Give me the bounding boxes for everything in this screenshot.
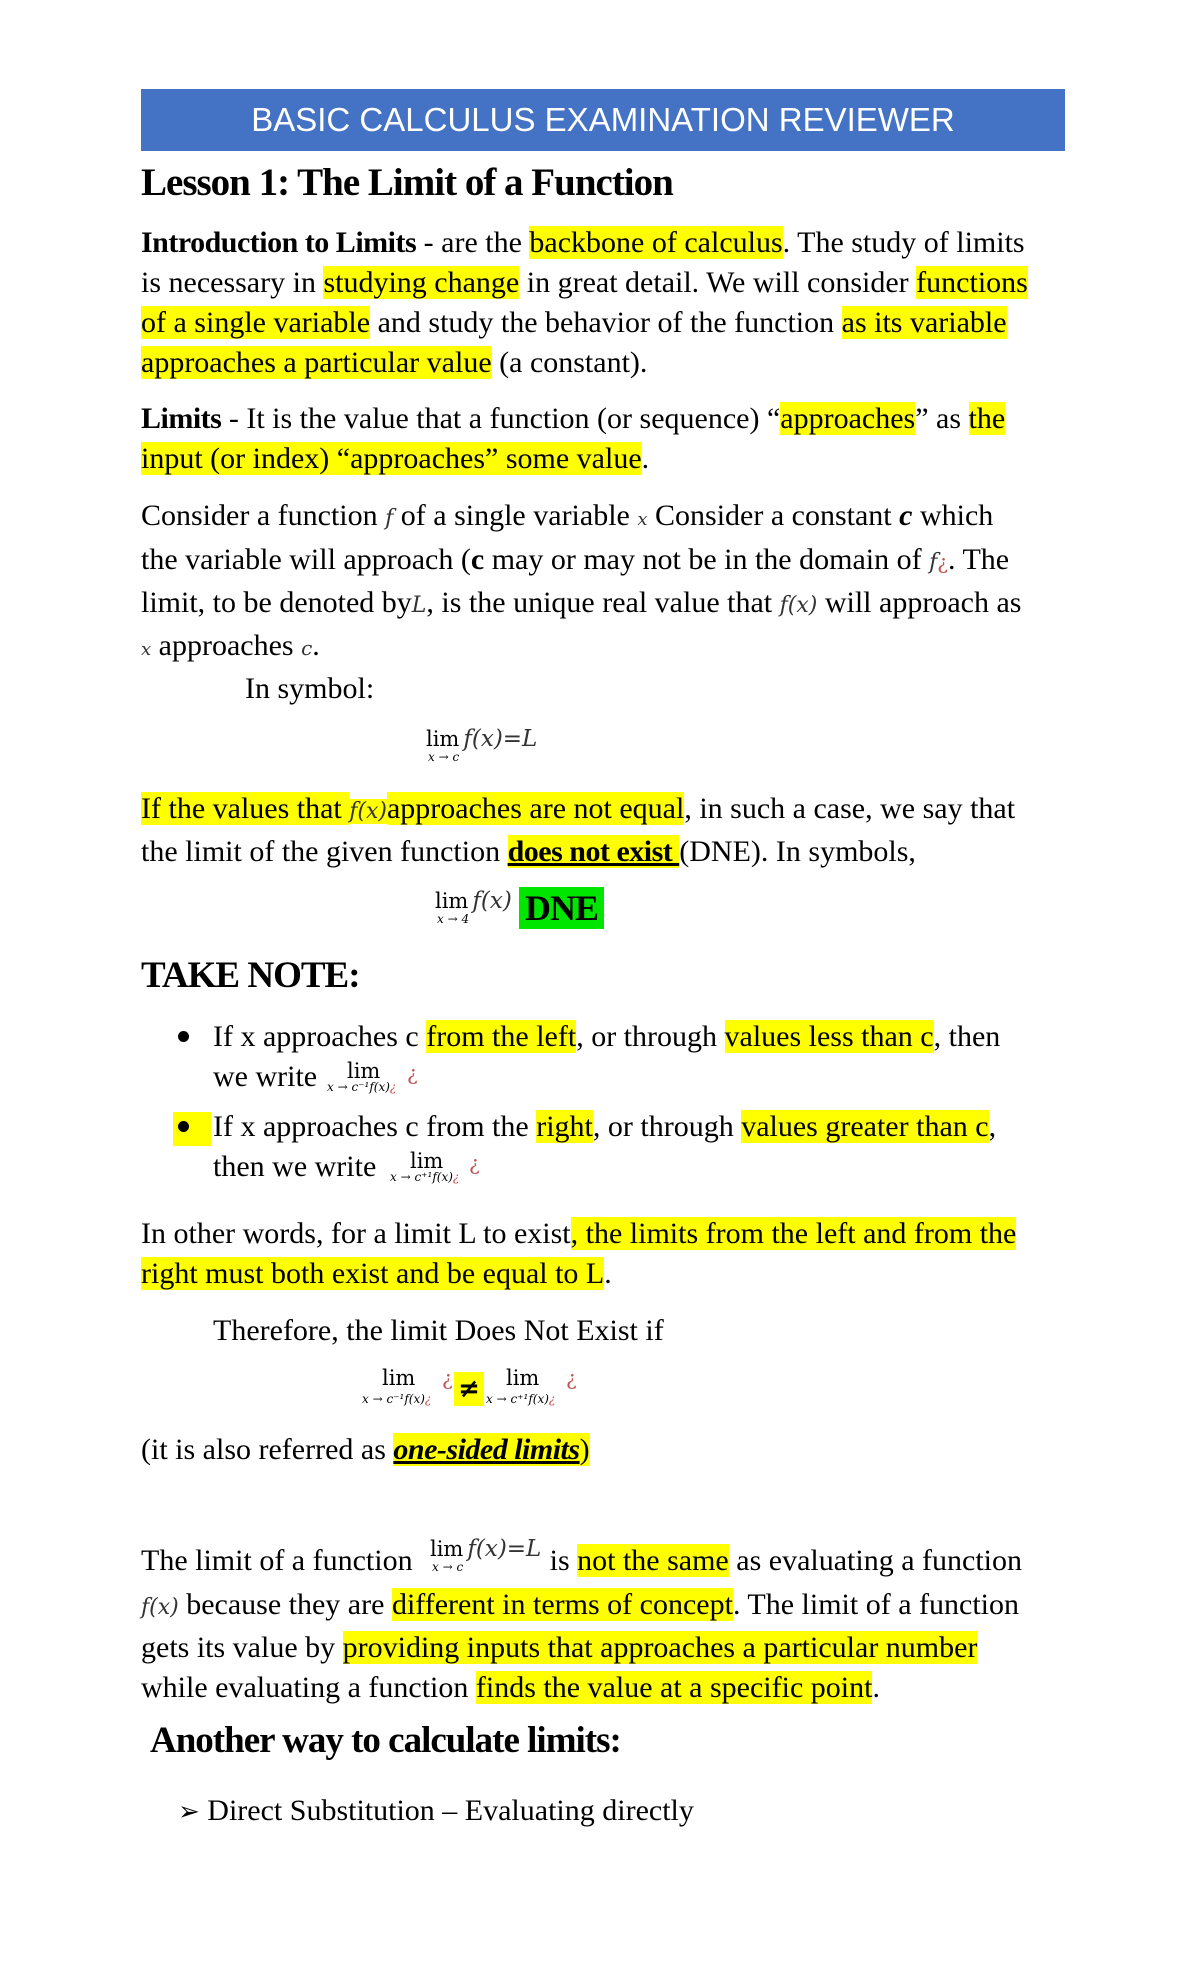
math-symbol: f xyxy=(385,506,394,531)
highlight: approaches are not equal xyxy=(386,792,685,825)
text: Consider a function xyxy=(141,499,386,532)
math-symbol: ¿ xyxy=(407,1061,418,1085)
bullet-right-limit xyxy=(213,1107,1113,1187)
math-symbol: ¿ xyxy=(424,1392,432,1406)
text: which xyxy=(912,499,994,532)
header-banner xyxy=(141,89,1065,151)
direct-substitution-text: Direct Substitution – Evaluating directly xyxy=(207,1794,694,1827)
text: and study the behavior of the function xyxy=(370,306,842,339)
text: is necessary in xyxy=(141,266,324,299)
text: of a single variable xyxy=(393,499,638,532)
highlight: ) xyxy=(579,1433,590,1466)
highlight: finds the value at a specific point xyxy=(475,1671,873,1704)
highlight: different in terms of concept xyxy=(391,1588,733,1621)
text: is xyxy=(542,1544,578,1577)
highlight: studying change xyxy=(323,266,520,299)
header-title: BASIC CALCULUS EXAMINATION REVIEWER xyxy=(251,101,955,138)
text: the variable will approach ( xyxy=(141,543,471,576)
math-symbol: f(x) xyxy=(779,593,818,618)
lim-subscript: x → c xyxy=(432,1560,464,1574)
formula-dne xyxy=(435,888,512,926)
text: ” as xyxy=(915,402,969,435)
math-symbol: c xyxy=(301,636,313,660)
direct-substitution-item xyxy=(178,1791,694,1832)
text: In other words, for a limit L to exist xyxy=(141,1217,571,1250)
lim-operator: lim xyxy=(426,727,460,751)
text: as evaluating a function xyxy=(728,1544,1022,1577)
text: gets its value by xyxy=(141,1631,343,1664)
text: - are the xyxy=(416,226,530,259)
text: then we write xyxy=(213,1150,377,1183)
one-sided-line xyxy=(141,1430,590,1470)
text: , is the unique real value that xyxy=(426,586,780,619)
text: . The xyxy=(947,543,1010,576)
math-symbol: f(x) xyxy=(432,1170,453,1184)
text: may or may not be in the domain of xyxy=(484,543,930,576)
in-symbol-label: In symbol: xyxy=(245,672,375,705)
text: (it is also referred as xyxy=(141,1433,394,1466)
another-way-heading: Another way to calculate limits: xyxy=(150,1720,621,1761)
text: , xyxy=(988,1110,997,1143)
text: - It is the value that a function (or sequence) “ xyxy=(221,402,781,435)
math-symbol: ¿ xyxy=(937,550,948,574)
text: . The study of limits xyxy=(782,226,1025,259)
highlight: If the values that xyxy=(141,792,350,825)
concept-paragraph xyxy=(141,1541,1091,1708)
highlight: input (or index) “approaches” some value xyxy=(141,442,642,475)
dne-badge: DNE xyxy=(519,887,604,929)
highlight: values less than c xyxy=(724,1020,934,1053)
lim-operator: lim xyxy=(435,889,469,913)
right-limit-notation xyxy=(390,1149,459,1184)
limits-term: Limits xyxy=(141,402,222,435)
formula-limit-equals-L xyxy=(426,726,537,764)
math-symbol: x xyxy=(141,639,152,660)
math-symbol: f(x) xyxy=(369,1080,390,1094)
therefore-line: Therefore, the limit Does Not Exist if xyxy=(213,1314,664,1347)
does-not-exist-emphasis: does not exist xyxy=(507,835,680,868)
lim-operator: lim xyxy=(347,1059,381,1083)
lim-subscript: x → c xyxy=(428,750,460,764)
inline-limit-formula xyxy=(430,1536,541,1574)
lim-subscript: x → c⁺¹ xyxy=(486,1392,529,1406)
limits-definition xyxy=(141,399,1081,479)
one-sided-inequality xyxy=(362,1366,592,1416)
formula-body: f(x) xyxy=(472,888,512,914)
left-limit-notation xyxy=(327,1059,396,1094)
lim-subscript: x → 4 xyxy=(437,912,470,926)
math-symbol: f(x) xyxy=(349,799,387,824)
highlight: approaches xyxy=(780,402,916,435)
lim-operator: lim xyxy=(506,1366,540,1390)
text: while evaluating a function xyxy=(141,1671,476,1704)
math-symbol: x xyxy=(637,509,648,530)
not-equal-sign: ≠ xyxy=(454,1372,484,1406)
text: . xyxy=(641,442,650,475)
text: . xyxy=(312,629,320,662)
math-symbol: c xyxy=(899,499,913,532)
highlight: not the same xyxy=(577,1544,729,1577)
math-symbol: f(x) xyxy=(141,1595,179,1620)
formula-body: f(x)=L xyxy=(467,1536,542,1562)
text: . The limit of a function xyxy=(732,1588,1019,1621)
consider-paragraph xyxy=(141,496,1091,670)
math-symbol: c xyxy=(470,543,485,576)
highlight: , the limits from the left and from the xyxy=(570,1217,1017,1250)
math-symbol: ¿ xyxy=(469,1151,480,1175)
highlight: providing inputs that approaches a particular number xyxy=(342,1631,978,1664)
text: , then xyxy=(933,1020,1001,1053)
lim-operator: lim xyxy=(382,1366,416,1390)
highlight: functions xyxy=(916,266,1028,299)
take-note-heading: TAKE NOTE: xyxy=(141,955,360,996)
dne-paragraph xyxy=(141,789,1091,872)
text: approaches xyxy=(151,629,302,662)
intro-term: Introduction to Limits xyxy=(141,226,417,259)
highlight: backbone of calculus xyxy=(529,226,783,259)
one-sided-limits-term: one-sided limits xyxy=(393,1433,580,1466)
text: . xyxy=(604,1257,612,1290)
bullet-dot xyxy=(178,1121,189,1132)
arrow-bullet-icon: ➢ xyxy=(178,1797,200,1827)
text: we write xyxy=(213,1060,318,1093)
other-words-paragraph xyxy=(141,1214,1091,1294)
text: If x approaches c from the xyxy=(213,1110,537,1143)
lim-subscript: x → c⁻¹ xyxy=(327,1080,370,1094)
lesson-title: Lesson 1: The Limit of a Function xyxy=(141,161,673,204)
math-symbol: f xyxy=(929,550,938,575)
text: (DNE). In symbols, xyxy=(679,835,916,868)
lim-operator: lim xyxy=(430,1537,464,1561)
lim-subscript: x → c⁺¹ xyxy=(390,1170,433,1184)
highlight: of a single variable xyxy=(141,306,371,339)
math-symbol: ¿ xyxy=(452,1170,460,1184)
highlight: from the left xyxy=(426,1020,577,1053)
lim-operator: lim xyxy=(410,1149,444,1173)
lim-subscript: x → c⁻¹ xyxy=(362,1392,405,1406)
math-symbol: ¿ xyxy=(566,1366,577,1390)
math-symbol: ¿ xyxy=(548,1392,556,1406)
bullet-dot xyxy=(178,1031,189,1042)
math-symbol: L xyxy=(411,593,427,618)
formula-body: f(x)=L xyxy=(463,726,538,752)
text: (a constant). xyxy=(491,346,648,379)
text: , in such a case, we say that xyxy=(684,792,1016,825)
highlight: right must both exist and be equal to L xyxy=(141,1257,605,1290)
intro-paragraph xyxy=(141,223,1081,383)
math-symbol: ¿ xyxy=(389,1080,397,1094)
text: because they are xyxy=(178,1588,392,1621)
highlight: approaches a particular value xyxy=(141,346,492,379)
highlight: as its variable xyxy=(841,306,1007,339)
text: in great detail. We will consider xyxy=(519,266,917,299)
text: limit, to be denoted by xyxy=(141,586,412,619)
math-symbol: f(x) xyxy=(528,1392,549,1406)
highlight: the xyxy=(968,402,1006,435)
highlight: values greater than c xyxy=(741,1110,989,1143)
text: , or through xyxy=(576,1020,725,1053)
text: If x approaches c xyxy=(213,1020,427,1053)
text: the limit of the given function xyxy=(141,835,508,868)
text: The limit of a function xyxy=(141,1544,421,1577)
text: Consider a constant xyxy=(647,499,900,532)
text: will approach as xyxy=(817,586,1022,619)
highlight: right xyxy=(536,1110,593,1143)
text: , or through xyxy=(592,1110,742,1143)
math-symbol: ¿ xyxy=(442,1366,453,1390)
math-symbol: f(x) xyxy=(404,1392,425,1406)
text: . xyxy=(872,1671,880,1704)
